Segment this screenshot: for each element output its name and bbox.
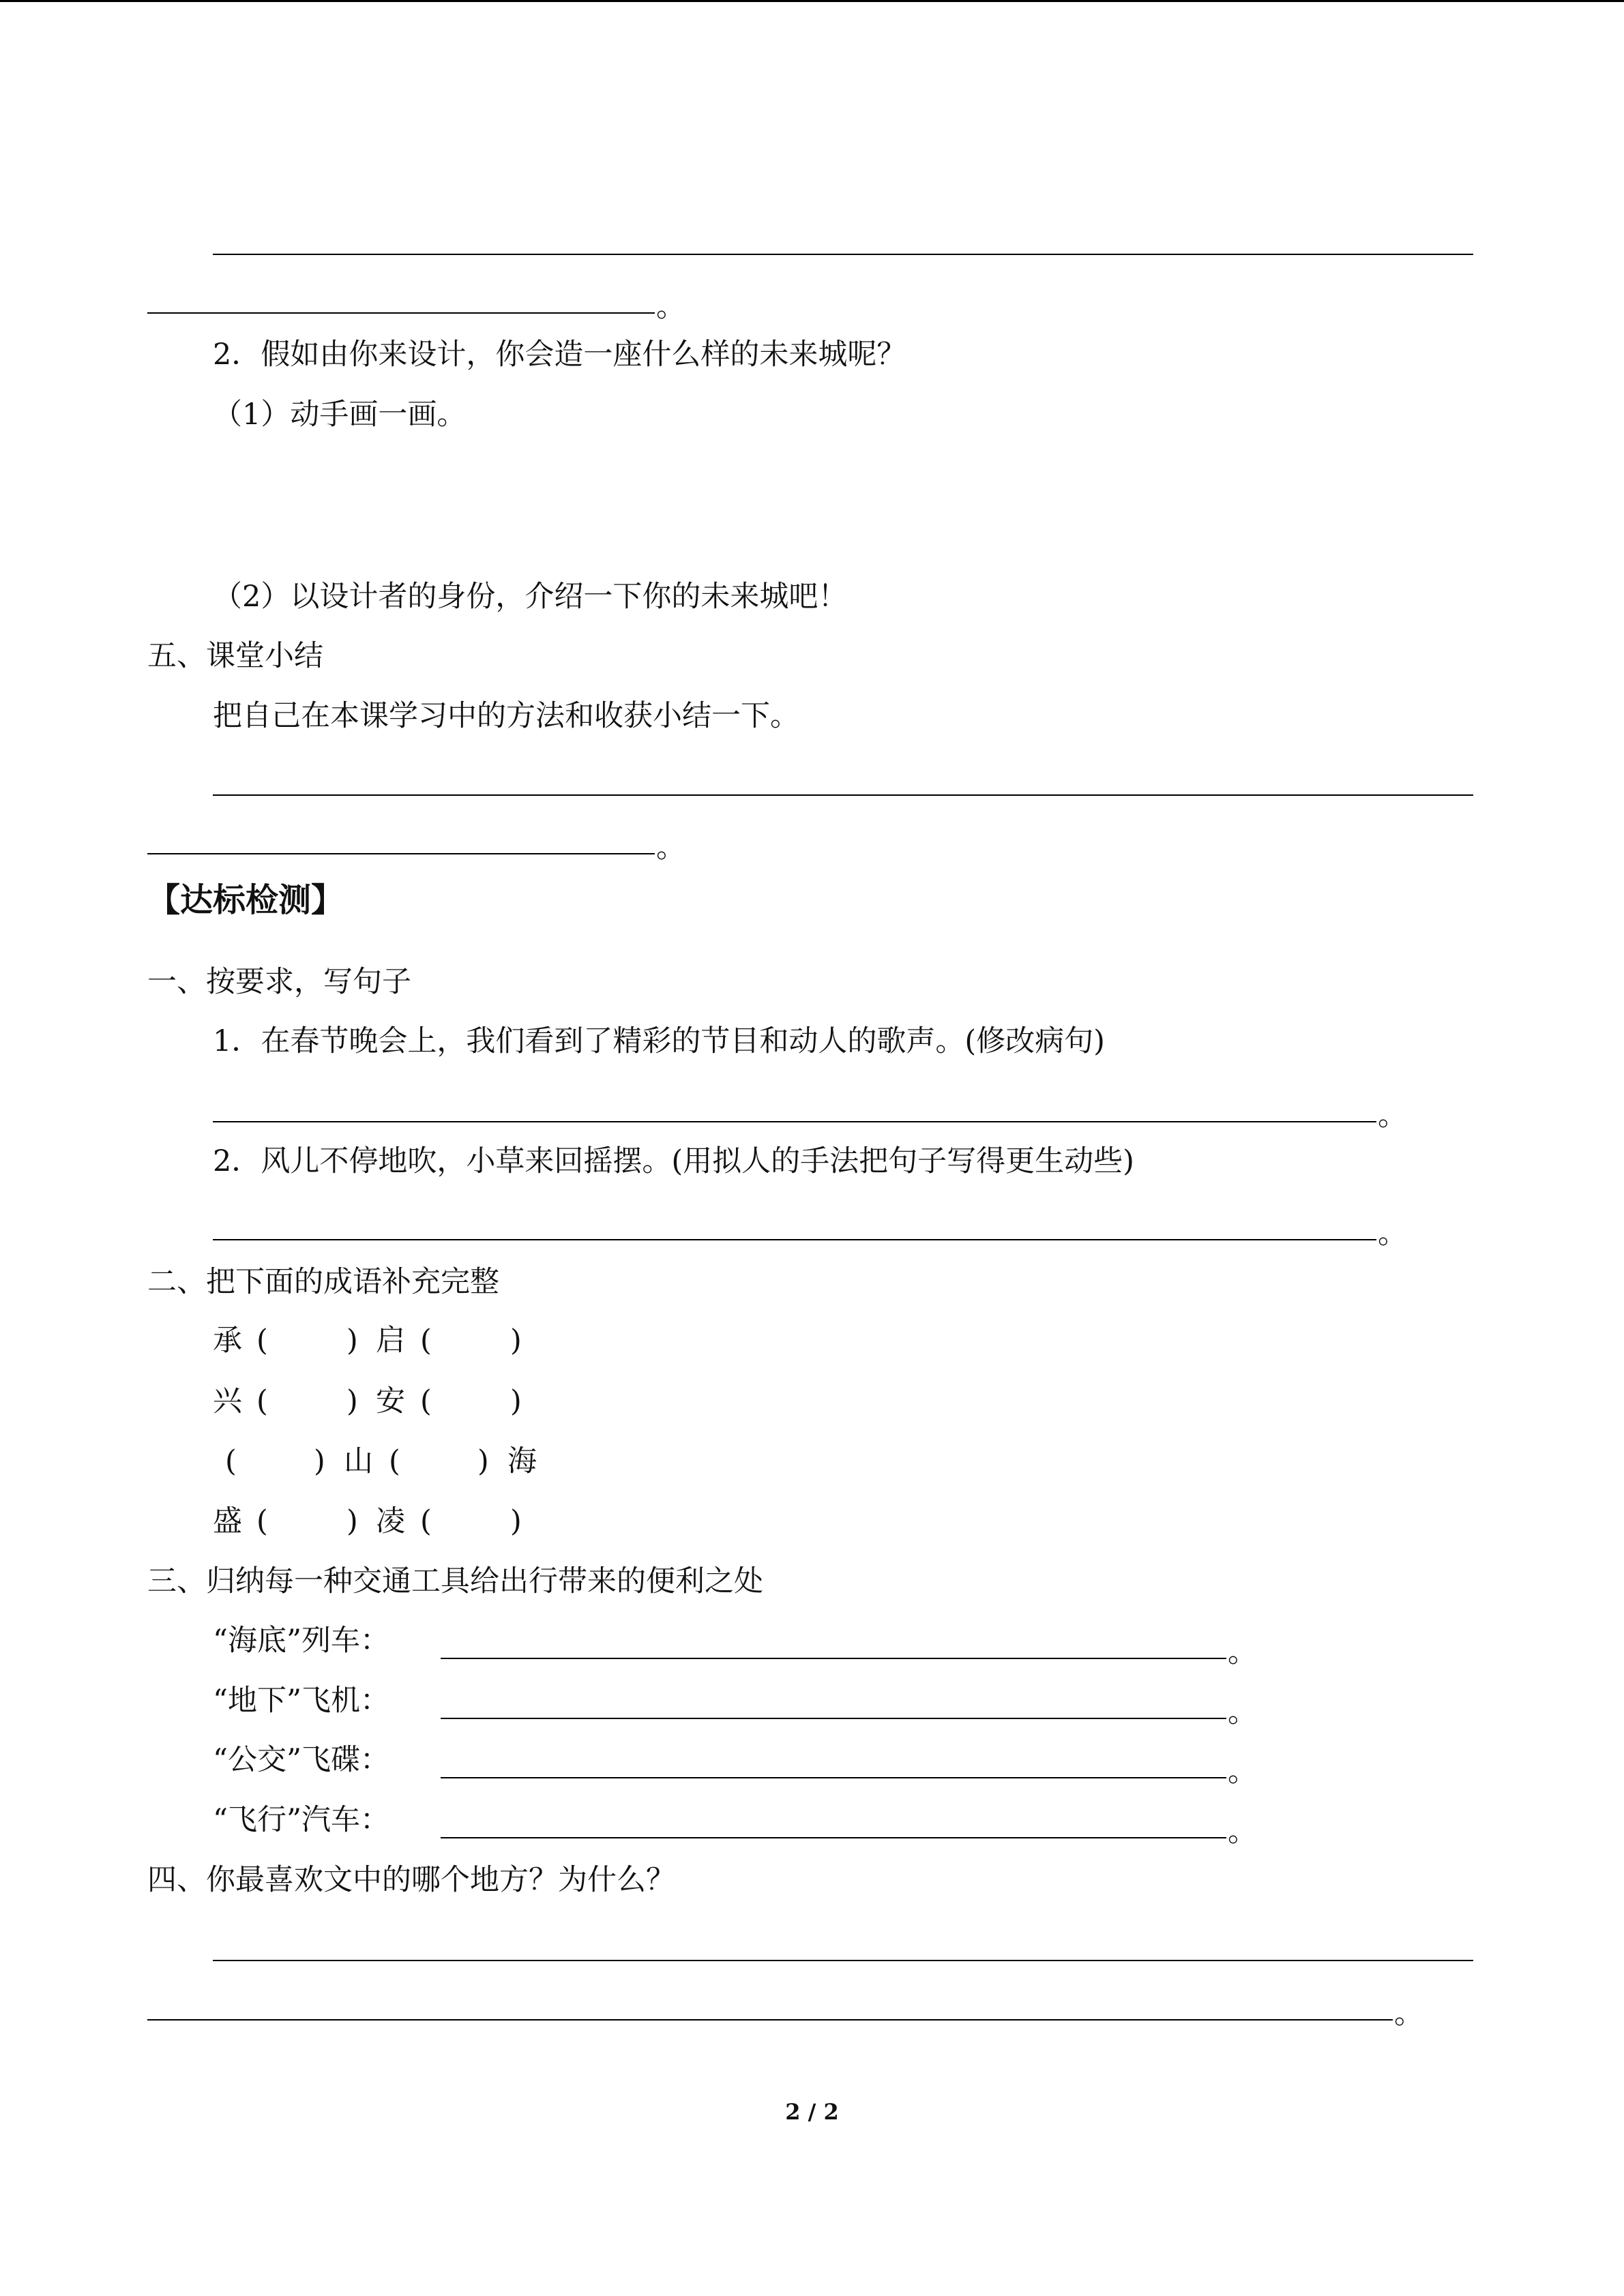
answer-line[interactable] <box>213 1960 1473 1961</box>
idiom-char: 山 <box>344 1444 373 1478</box>
idiom-blank[interactable]: ) <box>346 1504 358 1538</box>
idiom-char: 安 <box>376 1384 405 1418</box>
section-1-heading: 一、按要求，写句子 <box>147 965 411 999</box>
idiom-char: 承 <box>213 1324 242 1358</box>
idiom-blank[interactable]: ( <box>256 1324 268 1358</box>
top-border <box>0 0 1624 2</box>
vehicle-label: “飞行”汽车： <box>213 1803 389 1837</box>
page-number: 2 / 2 <box>785 2099 839 2125</box>
idiom-char: 兴 <box>213 1384 242 1418</box>
idiom-blank[interactable]: ) <box>477 1444 489 1478</box>
idiom-blank[interactable]: ( <box>420 1324 432 1358</box>
idiom-char: 海 <box>507 1444 537 1478</box>
answer-line[interactable] <box>213 1239 1376 1240</box>
answer-line[interactable] <box>147 853 655 854</box>
period: 。 <box>1378 1099 1407 1133</box>
answer-line[interactable] <box>441 1777 1226 1778</box>
idiom-blank[interactable]: ) <box>346 1384 358 1418</box>
vehicle-label: “地下”飞机： <box>213 1684 389 1718</box>
section-4-heading: 四、你最喜欢文中的哪个地方？为什么？ <box>147 1863 675 1897</box>
idiom-blank[interactable]: ( <box>389 1444 400 1478</box>
period: 。 <box>1228 1755 1257 1789</box>
answer-line[interactable] <box>147 312 655 314</box>
period: 。 <box>1228 1815 1257 1849</box>
answer-line[interactable] <box>147 2019 1393 2021</box>
period: 。 <box>656 290 685 324</box>
idiom-blank[interactable]: ( <box>420 1504 432 1538</box>
idiom-blank[interactable]: ( <box>256 1384 268 1418</box>
question-2-2: （2）以设计者的身份，介绍一下你的未来城吧！ <box>213 580 848 614</box>
idiom-blank[interactable]: ( <box>256 1504 268 1538</box>
idiom-blank[interactable]: ) <box>346 1324 358 1358</box>
idiom-char: 凌 <box>376 1504 405 1538</box>
vehicle-label: “海底”列车： <box>213 1624 389 1658</box>
idiom-blank[interactable]: ) <box>314 1444 325 1478</box>
question-2: 2．假如由你来设计，你会造一座什么样的未来城呢？ <box>213 338 906 372</box>
idiom-blank[interactable]: ) <box>510 1324 522 1358</box>
answer-line[interactable] <box>441 1718 1226 1719</box>
question-2-1: （1）动手画一画。 <box>213 398 467 432</box>
section-3-heading: 三、归纳每一种交通工具给出行带来的便利之处 <box>147 1564 763 1598</box>
answer-line[interactable] <box>441 1837 1226 1838</box>
answer-line[interactable] <box>213 794 1473 796</box>
period: 。 <box>1228 1635 1257 1669</box>
idiom-char: 启 <box>376 1324 405 1358</box>
answer-line[interactable] <box>441 1658 1226 1659</box>
section-5-prompt: 把自己在本课学习中的方法和收获小结一下。 <box>213 699 799 733</box>
idiom-blank[interactable]: ) <box>510 1504 522 1538</box>
period: 。 <box>1378 1217 1407 1251</box>
vehicle-label: “公交”飞碟： <box>213 1743 389 1777</box>
period: 。 <box>1394 1997 1423 2031</box>
answer-line[interactable] <box>213 254 1473 255</box>
answer-line[interactable] <box>213 1121 1376 1122</box>
idiom-blank[interactable]: ) <box>510 1384 522 1418</box>
idiom-blank[interactable]: ( <box>225 1444 237 1478</box>
idiom-char: 盛 <box>213 1504 242 1538</box>
section-2-heading: 二、把下面的成语补充完整 <box>147 1265 499 1299</box>
period: 。 <box>656 831 685 865</box>
section-1-question-2: 2．风儿不停地吹，小草来回摇摆。(用拟人的手法把句子写得更生动些) <box>213 1144 1134 1178</box>
section-title: 【达标检测】 <box>147 881 344 919</box>
idiom-blank[interactable]: ( <box>420 1384 432 1418</box>
section-1-question-1: 1．在春节晚会上，我们看到了精彩的节目和动人的歌声。(修改病句) <box>213 1024 1105 1058</box>
period: 。 <box>1228 1695 1257 1729</box>
section-5-heading: 五、课堂小结 <box>147 639 323 673</box>
